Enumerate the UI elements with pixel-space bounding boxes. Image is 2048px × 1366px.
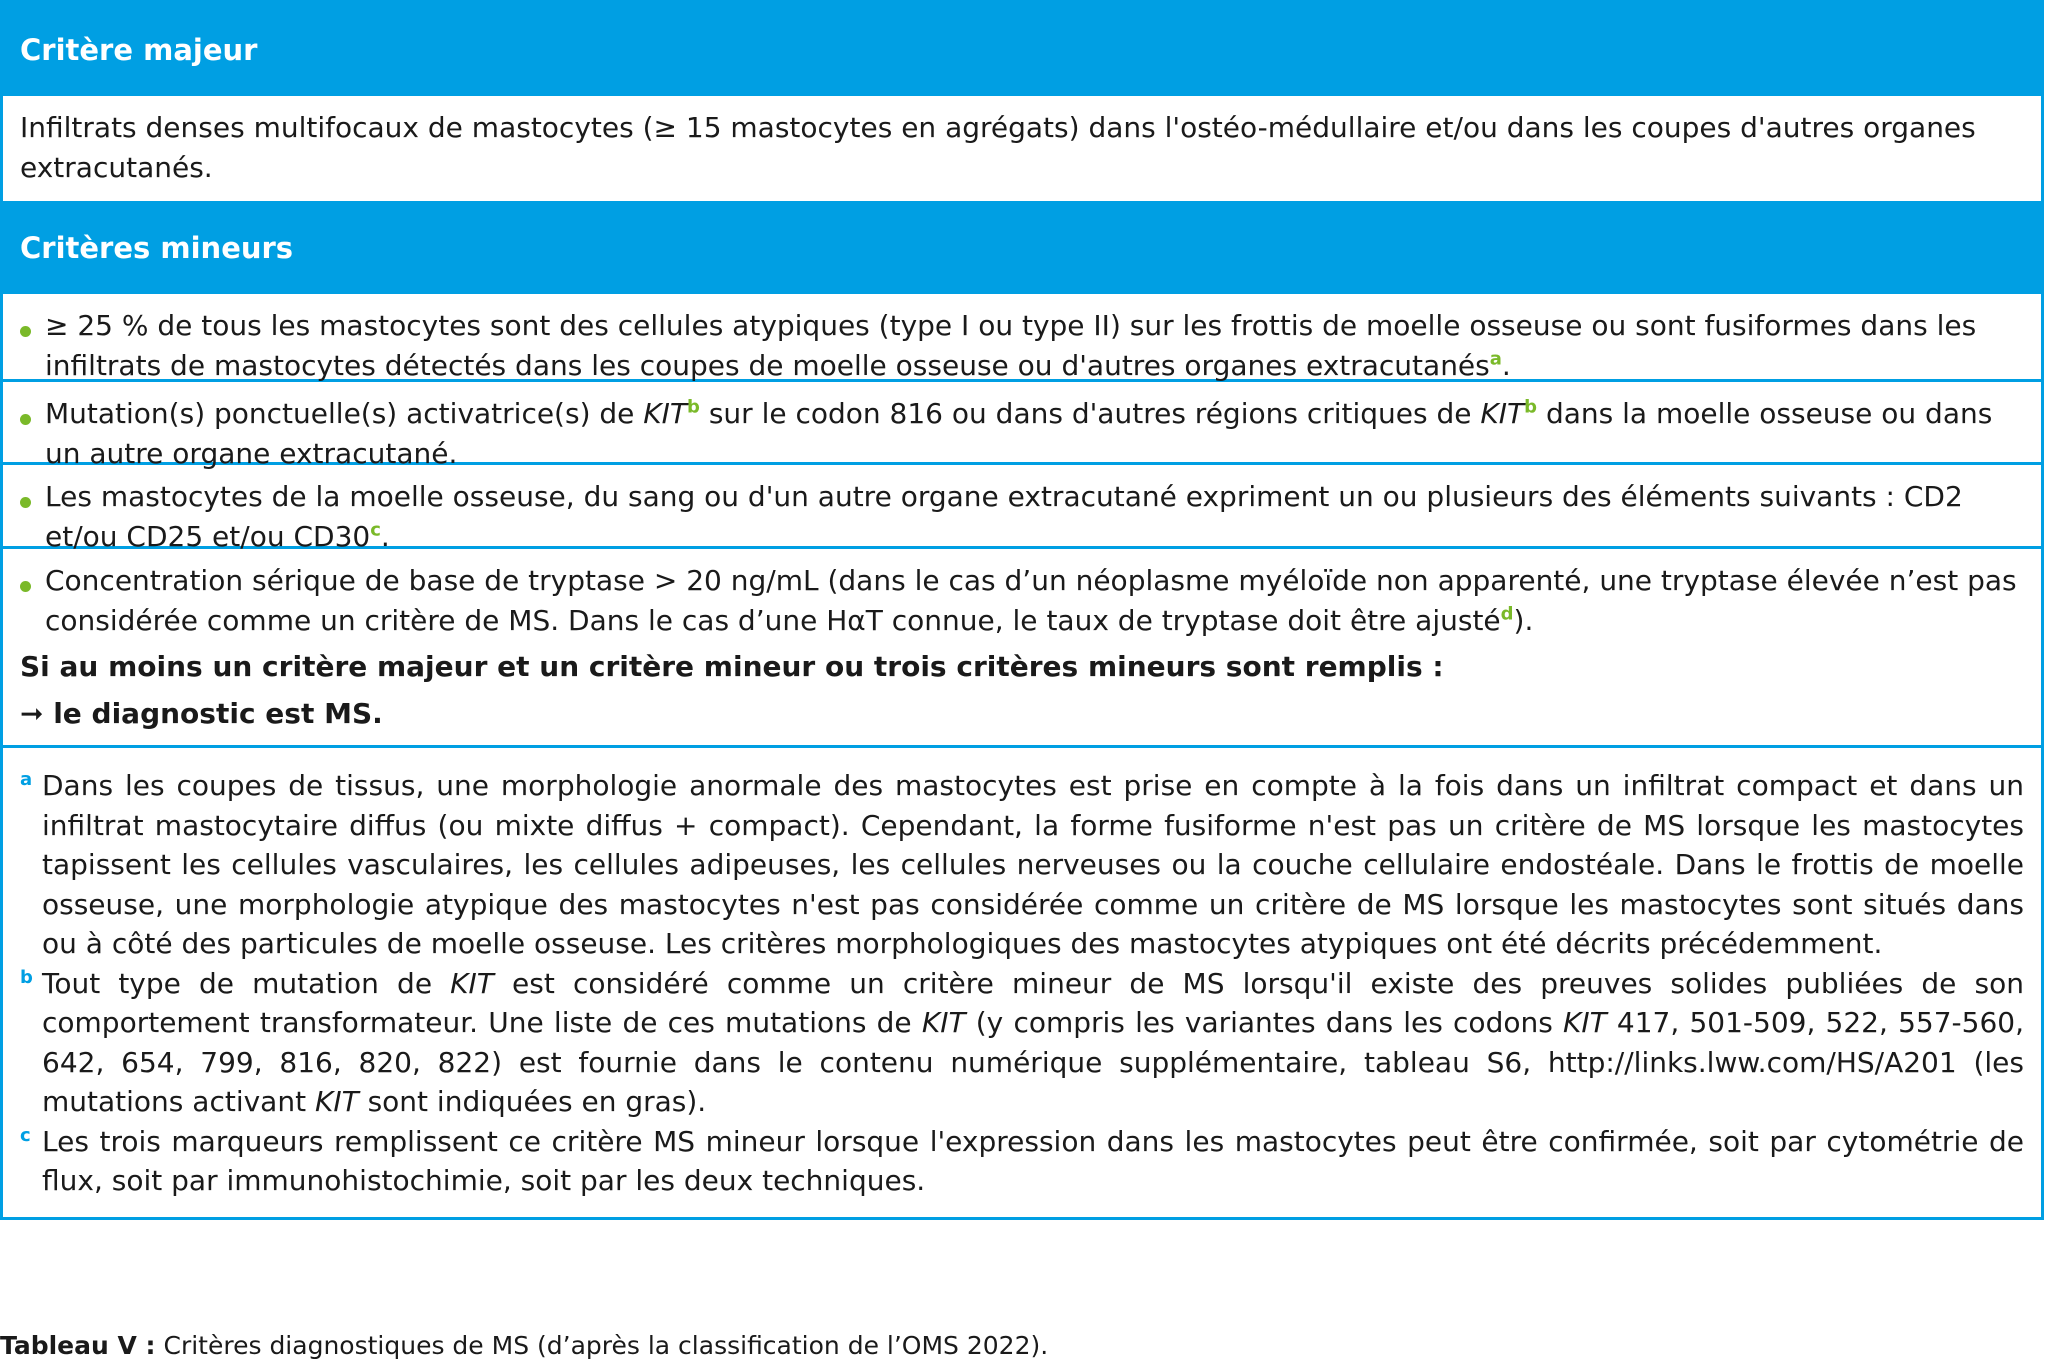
bullet-icon [20,581,31,592]
minor-criterion-text: ≥ 25 % de tous les mastocytes sont des cellules atypiques (type I ou type II) sur les frottis de moelle osseuse ou sont fusiformes dans les infiltrats de mastocytes détectés dans les coupes de moelle osseuse ou d'autres organes extracutanés$^a$. [45,309,1977,382]
footnote-text: Tout type de mutation de KIT est considéré comme un critère mineur de MS lorsqu'il existe des preuves solides publiées de son comportement transformateur. Une liste de ces mutations de KIT (y compris les variantes dans les codons KIT 417, 501-509, 522, 557-560, 642, 654, 799, 816, 820, 822) est fournie dans le contenu numérique supplémentaire, tableau S6, http://links.lww.com/HS/A201 (les mutations activant KIT sont indiquées en gras). [42,966,2024,1118]
minor-criterion-3 [3,462,2041,553]
caption-label: Tableau V : [0,1331,156,1360]
minor-criterion-1 [3,294,2041,382]
caption-text: Critères diagnostiques de MS (d’après la classification de l’OMS 2022). [155,1331,1049,1360]
minor-criterion-text: Mutation(s) ponctuelle(s) activatrice(s) de KIT$^b$ sur le codon 816 ou dans d'autres régions critiques de KIT$^b$ dans la moelle osseuse ou dans un autre organe extracutané. [45,396,1993,470]
bullet-icon [20,497,31,508]
minor-criterion-4-cell [3,546,2041,745]
footnote-b [20,964,2024,1122]
conclusion-result: ➞ le diagnostic est MS. [20,697,383,730]
minor-criterion-text: Les mastocytes de la moelle osseuse, du sang ou d'un autre organe extracutané expriment un ou plusieurs des éléments suivants : CD2 et/ou CD25 et/ou CD30$^c$. [45,480,1963,553]
conclusion-condition: Si au moins un critère majeur et un critère mineur ou trois critères mineurs sont remplis : [20,650,1444,683]
minor-criterion-text: Concentration sérique de base de tryptase > 20 ng/mL (dans le cas d’un néoplasme myéloïde non apparenté, une tryptase élevée n’est pas considérée comme un critère de MS. Dans le cas d’une HαT connue, le taux de tryptase doit être ajusté$^d$). [45,564,2017,637]
footnote-a [20,766,2024,964]
bullet-icon [20,414,31,425]
footnote-c [20,1122,2024,1201]
footnote-text: Dans les coupes de tissus, une morphologie anormale des mastocytes est prise en compte à la fois dans un infiltrat compact et dans un infiltrat mastocytaire diffus (ou mixte diffus + compact). Cependant, la forme fusiforme n'est pas un critère de MS lorsque les mastocytes tapissent les cellules vasculaires, les cellules adipeuses, les cellules nerveuses ou la couche cellulaire endostéale. Dans le frottis de moelle osseuse, une morphologie atypique des mastocytes n'est pas considérée comme un critère de MS lorsque les mastocytes sont situés dans ou à côté des particules de moelle osseuse. Les critères morphologiques des mastocytes atypiques ont été décrits précédemment. [42,769,2024,960]
diagnosis-conclusion [3,643,2041,745]
footnote-mark: c [20,1124,31,1146]
table-caption [0,1330,1048,1362]
footnote-text: Les trois marqueurs remplissent ce critère MS mineur lorsque l'expression dans les mastocytes peut être confirmée, soit par cytométrie de flux, soit par immunohistochimie, soit par les deux techniques. [42,1124,2024,1197]
major-criterion-header: Critère majeur [3,3,2041,96]
footnote-mark: a [20,769,33,790]
footnote-mark: b [20,966,33,988]
bullet-icon [20,326,31,337]
major-criterion-text: Infiltrats denses multifocaux de mastocytes (≥ 15 mastocytes en agrégats) dans l'ostéo-médullaire et/ou dans les coupes d'autres organes extracutanés. [20,111,1976,184]
minor-criterion-4 [3,549,2041,643]
minor-criteria-header: Critères mineurs [3,201,2041,294]
minor-criterion-2 [3,379,2041,470]
footnotes [3,745,2041,1217]
